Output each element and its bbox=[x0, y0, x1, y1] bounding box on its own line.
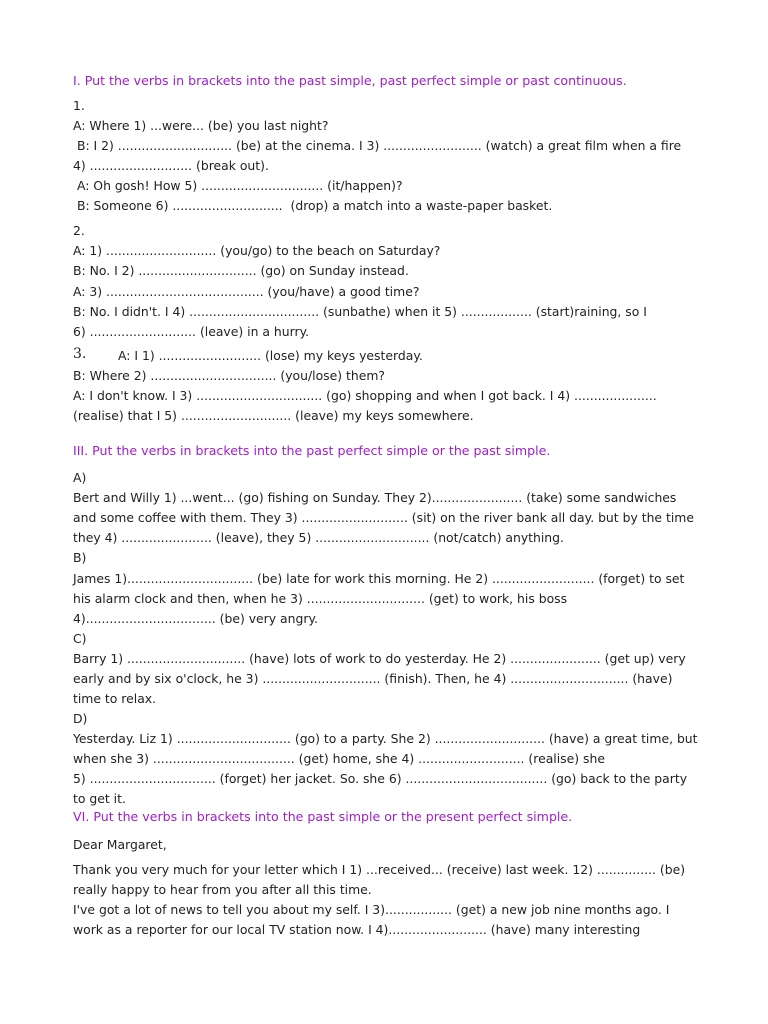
exercise-1-line: A: Oh gosh! How 5) ............................... (it/happen)? bbox=[73, 178, 403, 193]
exercise-1-line: B: Someone 6) ............................ (drop) a match into a waste-paper basket. bbox=[73, 198, 553, 213]
section-3-line: his alarm clock and then, when he 3) .............................. (get) to work, his boss bbox=[73, 591, 568, 606]
letter-line: I've got a lot of news to tell you about my self. I 3)................. (get) a new job nine months ago. I bbox=[73, 902, 670, 917]
section-3-line: C) bbox=[73, 631, 87, 646]
section-3-line: Barry 1) .............................. (have) lots of work to do yesterday. He 2) ....................... (get up) very bbox=[73, 651, 686, 666]
section-3-heading: III. Put the verbs in brackets into the past perfect simple or the past simple. bbox=[73, 443, 551, 458]
letter-line: work as a reporter for our local TV station now. I 4)......................... (have) many interesting bbox=[73, 922, 641, 937]
exercise-1-line: B: I 2) ............................. (be) at the cinema. I 3) ......................... (watch) a great film when a fire bbox=[73, 138, 682, 153]
section-1-heading: I. Put the verbs in brackets into the past simple, past perfect simple or past continuous. bbox=[73, 73, 627, 88]
section-3-line: and some coffee with them. They 3) ........................... (sit) on the river bank all day. but by the time bbox=[73, 510, 694, 525]
section-3-line: 5) ................................ (forget) her jacket. So. she 6) .................................... (go) back to the party bbox=[73, 771, 688, 786]
section-3-line: Bert and Willy 1) ...went... (go) fishing on Sunday. They 2)....................... (take) some sandwiches bbox=[73, 490, 677, 505]
exercise-2-line: B: No. I didn't. I 4) ................................. (sunbathe) when it 5) .................. (start)raining, so I bbox=[73, 304, 647, 319]
section-3-line: 4)................................. (be) very angry. bbox=[73, 611, 318, 626]
section-3-line: James 1)................................ (be) late for work this morning. He 2) .......................... (forget) to set bbox=[73, 571, 685, 586]
section-3-line: early and by six o'clock, he 3) .............................. (finish). Then, he 4) .............................. (have) bbox=[73, 671, 673, 686]
exercise-3-line: A: I 1) .......................... (lose) my keys yesterday. bbox=[118, 348, 423, 363]
exercise-3-number: 3. bbox=[73, 346, 87, 362]
section-3-line: to get it. bbox=[73, 791, 126, 806]
exercise-1-number: 1. bbox=[73, 98, 85, 113]
exercise-3-line: A: I don't know. I 3) ................................ (go) shopping and when I got back. I 4) ..................... bbox=[73, 388, 657, 403]
section-3-line: Yesterday. Liz 1) ............................. (go) to a party. She 2) ............................ (have) a great time, but bbox=[73, 731, 698, 746]
exercise-2-line: A: 3) ........................................ (you/have) a good time? bbox=[73, 284, 420, 299]
section-6-heading: VI. Put the verbs in brackets into the past simple or the present perfect simple. bbox=[73, 809, 573, 824]
section-3-line: A) bbox=[73, 470, 87, 485]
exercise-2-number: 2. bbox=[73, 223, 85, 238]
letter-line: really happy to hear from you after all this time. bbox=[73, 882, 372, 897]
section-3-line: B) bbox=[73, 550, 87, 565]
section-3-line: D) bbox=[73, 711, 88, 726]
section-3-line: they 4) ....................... (leave), they 5) ............................. (not/catch) anything. bbox=[73, 530, 564, 545]
letter-line: Thank you very much for your letter which I 1) ...received... (receive) last week. 12) ............... (be) bbox=[73, 862, 686, 877]
exercise-3-line: (realise) that I 5) ............................ (leave) my keys somewhere. bbox=[73, 408, 474, 423]
exercise-2-line: A: 1) ............................ (you/go) to the beach on Saturday? bbox=[73, 243, 441, 258]
exercise-3-line: B: Where 2) ................................ (you/lose) them? bbox=[73, 368, 385, 383]
exercise-1-line: A: Where 1) ...were... (be) you last night? bbox=[73, 118, 329, 133]
exercise-2-line: 6) ........................... (leave) in a hurry. bbox=[73, 324, 310, 339]
section-3-line: when she 3) .................................... (get) home, she 4) ........................... (realise) she bbox=[73, 751, 605, 766]
exercise-1-line: 4) .......................... (break out). bbox=[73, 158, 269, 173]
exercise-2-line: B: No. I 2) .............................. (go) on Sunday instead. bbox=[73, 263, 409, 278]
letter-greeting: Dear Margaret, bbox=[73, 837, 167, 852]
section-3-line: time to relax. bbox=[73, 691, 157, 706]
